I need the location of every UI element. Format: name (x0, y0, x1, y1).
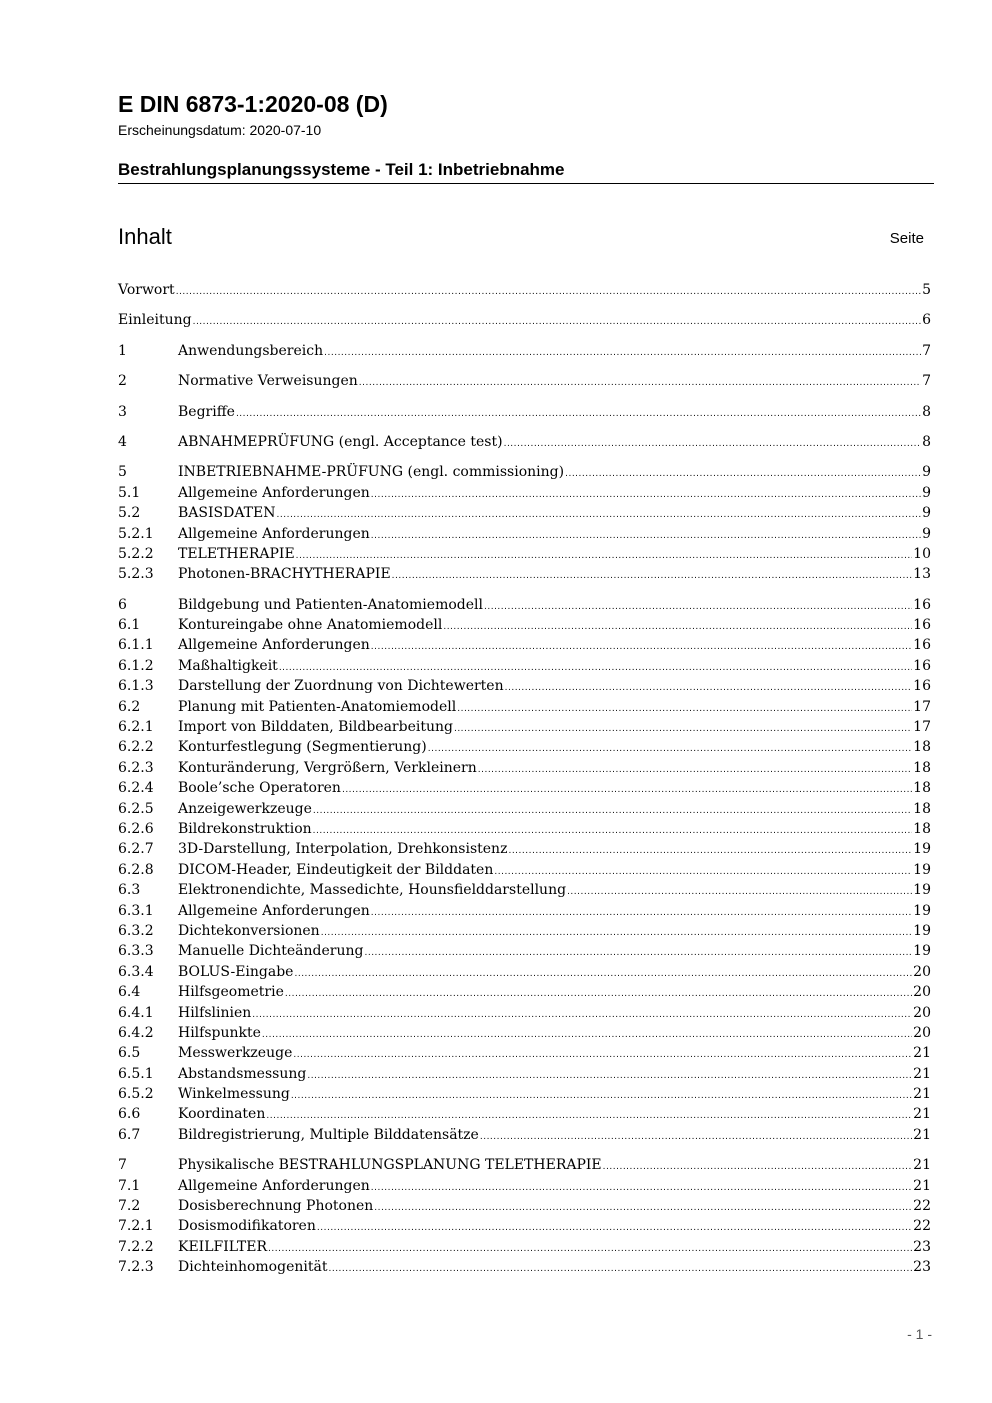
toc-entry-page: 23 (913, 1238, 931, 1255)
toc-entry-label: Hilfsgeometrie (178, 984, 284, 1001)
toc-dot-leader (268, 1239, 912, 1259)
toc-dot-leader (374, 1198, 912, 1218)
toc-entry-number: 6.2.6 (118, 820, 154, 837)
toc-entry[interactable] (118, 982, 931, 1002)
toc-entry-number: 6.2.8 (118, 861, 154, 878)
toc-entry[interactable] (118, 1084, 931, 1104)
toc-entry-number: 6.1.1 (118, 637, 154, 654)
toc-entry[interactable] (118, 483, 931, 503)
toc-entry-label: Bildrekonstruktion (178, 820, 312, 837)
toc-entry-page: 20 (913, 1004, 931, 1021)
toc-entry[interactable] (118, 1237, 931, 1257)
toc-entry-label: Bildregistrierung, Multiple Bilddatensätze (178, 1126, 479, 1143)
toc-entry-number: 6.6 (118, 1106, 141, 1123)
toc-dot-leader (296, 546, 913, 566)
toc-entry-page: 16 (913, 617, 931, 634)
toc-entry-label: BASISDATEN (178, 505, 276, 522)
toc-dot-leader (291, 1086, 912, 1106)
toc-entry-number: 6.1 (118, 617, 141, 634)
toc-entry-number: 5.2 (118, 505, 141, 522)
toc-dot-leader (236, 404, 921, 424)
toc-entry-page: 21 (913, 1086, 931, 1103)
toc-entry[interactable] (118, 615, 931, 635)
title-underline (118, 183, 934, 184)
toc-dot-leader (371, 526, 921, 546)
toc-entry-label: Kontureingabe ohne Anatomiemodell (178, 617, 443, 634)
toc-dot-leader (504, 434, 922, 454)
toc-entry-page: 16 (913, 596, 931, 613)
toc-dot-leader (313, 821, 913, 841)
toc-entry[interactable] (118, 1196, 931, 1216)
toc-entry-page: 21 (913, 1157, 931, 1174)
toc-entry-number: 6.2.7 (118, 841, 154, 858)
toc-entry-label: Manuelle Dichteänderung (178, 943, 364, 960)
toc-entry-label: Anzeigewerkzeuge (178, 800, 312, 817)
toc-dot-leader (324, 343, 921, 363)
toc-entry-label: Einleitung (118, 312, 192, 329)
toc-entry-number: 7.2.1 (118, 1218, 154, 1235)
toc-entry[interactable] (118, 778, 931, 798)
toc-entry-number: 6.4.1 (118, 1004, 154, 1021)
toc-entry-number: 6.2.1 (118, 719, 154, 736)
toc-entry-label: Darstellung der Zuordnung von Dichtewerten (178, 678, 504, 695)
toc-entry[interactable] (118, 1064, 931, 1084)
toc-entry[interactable] (118, 1176, 931, 1196)
toc-entry-label: Koordinaten (178, 1106, 266, 1123)
toc-entry[interactable] (118, 901, 931, 921)
toc-entry-page: 5 (922, 282, 931, 298)
toc-dot-leader (478, 760, 912, 780)
toc-entry-label: Dichtekonversionen (178, 922, 320, 939)
toc-dot-leader (294, 964, 912, 984)
toc-entry-label: Konturfestlegung (Segmentierung) (178, 739, 427, 756)
toc-entry-page: 19 (913, 943, 931, 960)
toc-entry-label: Bildgebung und Patienten-Anatomiemodell (178, 596, 483, 613)
toc-dot-leader (371, 1178, 912, 1198)
toc-dot-leader (307, 1066, 912, 1086)
document-subtitle: Bestrahlungsplanungssysteme - Teil 1: Inbetriebnahme (118, 160, 565, 179)
toc-entry-page: 18 (913, 820, 931, 837)
toc-entry-page: 19 (913, 861, 931, 878)
toc-entry-page: 20 (913, 1024, 931, 1041)
toc-entry-number: 6.5.2 (118, 1086, 154, 1103)
toc-entry[interactable] (118, 1216, 931, 1236)
toc-entry[interactable] (118, 656, 931, 676)
toc-entry[interactable] (118, 1104, 931, 1124)
toc-dot-leader (428, 739, 912, 759)
toc-entry-page: 16 (913, 637, 931, 654)
toc-entry[interactable] (118, 1043, 931, 1063)
toc-entry-label: Messwerkzeuge (178, 1045, 293, 1062)
toc-entry-page: 6 (922, 312, 931, 329)
toc-dot-leader (321, 923, 912, 943)
toc-dot-leader (285, 984, 912, 1004)
toc-entry-label: DICOM-Header, Eindeutigkeit der Bilddaten (178, 861, 494, 878)
toc-dot-leader (371, 637, 912, 657)
toc-dot-leader (193, 312, 922, 332)
toc-entry-page: 9 (922, 484, 931, 501)
toc-entry-page: 21 (913, 1126, 931, 1143)
toc-entry[interactable] (118, 737, 931, 757)
toc-entry-label: Maßhaltigkeit (178, 657, 278, 674)
toc-entry-label: Begriffe (178, 403, 235, 420)
toc-entry-number: 6.2.4 (118, 780, 154, 797)
toc-dot-leader (262, 1025, 912, 1045)
toc-entry-page: 8 (922, 403, 931, 420)
toc-entry-page: 19 (913, 841, 931, 858)
toc-entry-page: 20 (913, 963, 931, 980)
toc-entry[interactable] (118, 524, 931, 544)
toc-entry[interactable] (118, 432, 931, 452)
toc-entry-page: 21 (913, 1045, 931, 1062)
toc-dot-leader (484, 597, 912, 617)
toc-entry-label: Boole’sche Operatoren (178, 780, 341, 797)
toc-dot-leader (567, 882, 912, 902)
toc-entry[interactable] (118, 676, 931, 696)
toc-entry-label: Allgemeine Anforderungen (178, 902, 370, 919)
toc-entry-page: 18 (913, 759, 931, 776)
toc-entry-number: 7 (118, 1157, 127, 1174)
toc-entry-page: 18 (913, 739, 931, 756)
toc-entry[interactable] (118, 1125, 931, 1145)
toc-entry[interactable] (118, 595, 931, 615)
toc-entry-page: 21 (913, 1177, 931, 1194)
toc-entry-number: 7.2 (118, 1198, 141, 1215)
toc-entry-page: 9 (922, 464, 931, 481)
toc-entry-page: 18 (913, 780, 931, 797)
toc-dot-leader (176, 282, 921, 302)
toc-entry-number: 6.4 (118, 984, 141, 1001)
toc-dot-leader (328, 1259, 912, 1279)
toc-entry[interactable] (118, 503, 931, 523)
toc-entry-number: 6.7 (118, 1126, 141, 1143)
toc-dot-leader (565, 464, 921, 484)
toc-entry-page: 19 (913, 902, 931, 919)
toc-entry-label: Allgemeine Anforderungen (178, 484, 370, 501)
toc-entry[interactable] (118, 717, 931, 737)
toc-entry-page: 7 (922, 342, 931, 359)
publication-date: Erscheinungsdatum: 2020-07-10 (118, 122, 322, 138)
toc-dot-leader (252, 1005, 912, 1025)
toc-entry-page: 9 (922, 525, 931, 542)
toc-entry-number: 6.2.5 (118, 800, 154, 817)
toc-entry-label: Dosismodifikatoren (178, 1218, 316, 1235)
toc-entry-label: 3D-Darstellung, Interpolation, Drehkonsistenz (178, 841, 508, 858)
toc-entry-page: 22 (913, 1198, 931, 1215)
toc-entry-page: 21 (913, 1065, 931, 1082)
toc-entry[interactable] (118, 799, 931, 819)
toc-entry-number: 2 (118, 373, 127, 390)
toc-dot-leader (342, 780, 912, 800)
toc-dot-leader (364, 943, 912, 963)
toc-entry-number: 5.2.3 (118, 566, 154, 583)
page-number: - 1 - (907, 1326, 932, 1342)
toc-entry-label: Dosisberechnung Photonen (178, 1198, 374, 1215)
toc-entry-number: 5.1 (118, 484, 141, 501)
toc-entry-label: Photonen-BRACHYTHERAPIE (178, 566, 391, 583)
toc-entry-page: 18 (913, 800, 931, 817)
toc-dot-leader (494, 862, 912, 882)
toc-entry[interactable] (118, 544, 931, 564)
toc-entry-page: 16 (913, 657, 931, 674)
toc-entry-label: Hilfspunkte (178, 1024, 261, 1041)
toc-dot-leader (371, 903, 912, 923)
toc-dot-leader (359, 373, 921, 393)
toc-entry-number: 6.3.4 (118, 963, 154, 980)
toc-entry-label: Konturänderung, Vergrößern, Verkleinern (178, 759, 477, 776)
toc-entry-label: Dichteinhomogenität (178, 1259, 328, 1276)
toc-entry[interactable] (118, 402, 931, 422)
toc-entry-number: 7.2.2 (118, 1238, 154, 1255)
toc-entry-label: Allgemeine Anforderungen (178, 525, 370, 542)
toc-entry-number: 5 (118, 464, 127, 481)
toc-entry-label: ABNAHMEPRÜFUNG (engl. Acceptance test) (178, 433, 503, 450)
toc-entry-page: 22 (913, 1218, 931, 1235)
toc-dot-leader (277, 505, 922, 525)
toc-dot-leader (603, 1157, 913, 1177)
toc-entry-label: Planung mit Patienten-Anatomiemodell (178, 698, 457, 715)
toc-entry-number: 5.2.1 (118, 525, 154, 542)
toc-entry-number: 1 (118, 342, 127, 359)
toc-entry-number: 6.1.2 (118, 657, 154, 674)
toc-entry-label: Anwendungsbereich (178, 342, 324, 359)
toc-entry-label: Allgemeine Anforderungen (178, 637, 370, 654)
toc-entry[interactable] (118, 697, 931, 717)
toc-entry[interactable] (118, 462, 931, 482)
toc-entry[interactable] (118, 921, 931, 941)
toc-entry-number: 6.4.2 (118, 1024, 154, 1041)
toc-entry-label: Import von Bilddaten, Bildbearbeitung (178, 719, 453, 736)
toc-entry-label: Abstandsmessung (178, 1065, 307, 1082)
toc-entry[interactable] (118, 839, 931, 859)
toc-entry-number: 6.2.3 (118, 759, 154, 776)
toc-entry-page: 20 (913, 984, 931, 1001)
toc-entry-page: 9 (922, 505, 931, 522)
toc-entry-number: 6.2 (118, 698, 141, 715)
toc-dot-leader (371, 485, 921, 505)
toc-entry-label: Physikalische BESTRAHLUNGSPLANUNG TELETHERAPIE (178, 1157, 602, 1174)
toc-entry-page: 10 (913, 545, 931, 562)
toc-entry-number: 6.1.3 (118, 678, 154, 695)
toc-entry-page: 21 (913, 1106, 931, 1123)
toc-entry-number: 6.2.2 (118, 739, 154, 756)
toc-entry-label: Elektronendichte, Massedichte, Hounsfielddarstellung (178, 882, 567, 899)
toc-entry-label: Hilfslinien (178, 1004, 252, 1021)
toc-entry-number: 6.5.1 (118, 1065, 154, 1082)
toc-entry[interactable] (118, 371, 931, 391)
toc-entry[interactable] (118, 819, 931, 839)
document-title: E DIN 6873-1:2020-08 (D) (118, 91, 388, 117)
toc-entry[interactable] (118, 860, 931, 880)
toc-entry[interactable] (118, 280, 931, 300)
toc-dot-leader (279, 658, 912, 678)
toc-entry[interactable] (118, 564, 931, 584)
toc-entry-number: 6.3.3 (118, 943, 154, 960)
table-of-contents (118, 280, 931, 1278)
toc-entry-number: 4 (118, 433, 127, 450)
toc-dot-leader (508, 841, 912, 861)
toc-entry-number: 3 (118, 403, 127, 420)
toc-dot-leader (392, 566, 913, 586)
toc-entry-page: 17 (913, 698, 931, 715)
toc-entry-number: 6 (118, 596, 127, 613)
toc-entry-page: 17 (913, 719, 931, 736)
toc-entry[interactable] (118, 1023, 931, 1043)
toc-entry-number: 7.1 (118, 1177, 141, 1194)
toc-entry-number: 6.3.1 (118, 902, 154, 919)
toc-entry[interactable] (118, 758, 931, 778)
toc-entry-page: 8 (922, 433, 931, 450)
toc-entry[interactable] (118, 1003, 931, 1023)
toc-entry-page: 23 (913, 1259, 931, 1276)
toc-entry-number: 5.2.2 (118, 545, 154, 562)
toc-entry[interactable] (118, 1257, 931, 1277)
toc-heading: Inhalt (118, 224, 172, 249)
toc-entry[interactable] (118, 962, 931, 982)
toc-entry-page: 13 (913, 566, 931, 583)
toc-dot-leader (454, 719, 912, 739)
toc-entry-page: 19 (913, 882, 931, 899)
toc-entry-label: Normative Verweisungen (178, 373, 358, 390)
toc-entry-label: Winkelmessung (178, 1086, 290, 1103)
toc-entry-label: KEILFILTER (178, 1238, 268, 1255)
toc-entry[interactable] (118, 880, 931, 900)
toc-dot-leader (266, 1106, 912, 1126)
toc-entry-label: Allgemeine Anforderungen (178, 1177, 370, 1194)
toc-dot-leader (480, 1127, 912, 1147)
toc-entry-number: 6.3.2 (118, 922, 154, 939)
toc-entry[interactable] (118, 941, 931, 961)
toc-entry-label: BOLUS-Eingabe (178, 963, 294, 980)
toc-dot-leader (505, 678, 913, 698)
toc-page-column-heading: Seite (889, 230, 924, 247)
toc-entry-number: 6.5 (118, 1045, 141, 1062)
toc-entry-label: Vorwort (118, 282, 175, 298)
toc-entry[interactable] (118, 1155, 931, 1175)
toc-entry-page: 16 (913, 678, 931, 695)
toc-entry-label: INBETRIEBNAHME-PRÜFUNG (engl. commissioning) (178, 464, 565, 481)
toc-entry[interactable] (118, 310, 931, 330)
toc-entry-number: 7.2.3 (118, 1259, 154, 1276)
toc-dot-leader (457, 699, 912, 719)
toc-dot-leader (317, 1218, 912, 1238)
toc-entry-number: 6.3 (118, 882, 141, 899)
toc-entry[interactable] (118, 341, 931, 361)
toc-entry-page: 19 (913, 922, 931, 939)
toc-dot-leader (293, 1045, 912, 1065)
toc-entry[interactable] (118, 635, 931, 655)
toc-dot-leader (313, 801, 912, 821)
toc-entry-page: 7 (922, 373, 931, 390)
toc-entry-label: TELETHERAPIE (178, 545, 295, 562)
toc-dot-leader (443, 617, 912, 637)
